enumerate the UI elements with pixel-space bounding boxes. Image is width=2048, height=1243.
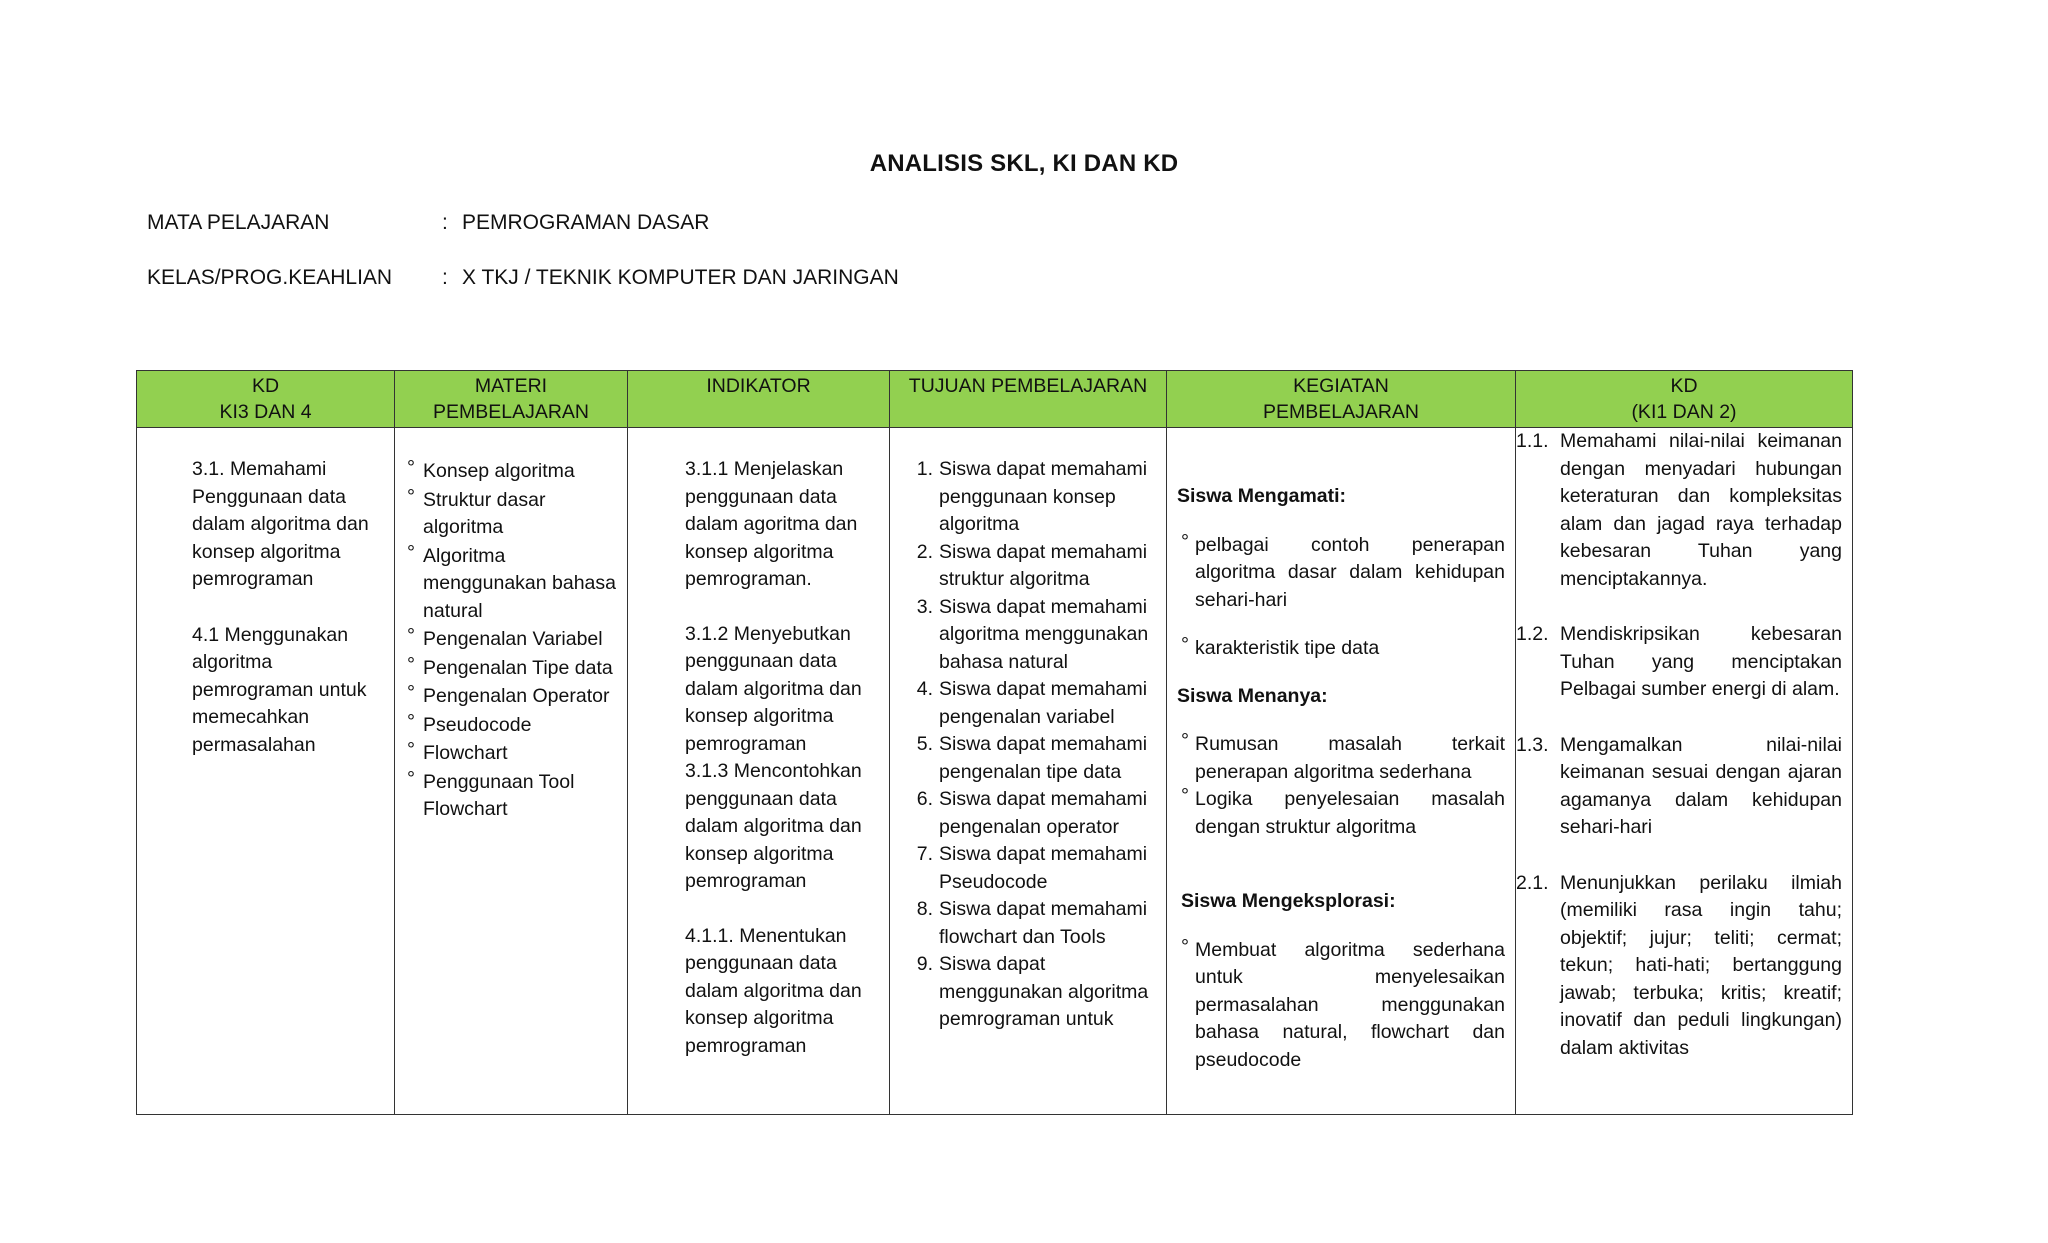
list-item: ° Membuat algoritma sederhana untuk menyelesaikan permasalahan menggunakan bahasa natural, flowchart dan pseudocode	[1177, 937, 1505, 1075]
subject-label: MATA PELAJARAN	[147, 211, 330, 234]
item-text: Memahami nilai-nilai keimanan dengan menyadari hubungan keteraturan dan kompleksitas alam dan jagad raya terhadap kebesaran Tuhan yang menciptakannya.	[1560, 430, 1842, 590]
header-kd-ki12	[1516, 371, 1853, 428]
list-item: ° Pengenalan Tipe data	[421, 655, 619, 683]
cell-tujuan	[890, 428, 1167, 1115]
item-number: 9.	[916, 953, 933, 975]
kd-item: 4.1 Menggunakan algoritma pemrograman untuk memecahkan permasalahan	[192, 623, 367, 756]
list-item: ° Flowchart	[421, 740, 619, 768]
kd-item: 3.1. Memahami Penggunaan data dalam algoritma dan konsep algoritma pemrograman	[192, 458, 369, 590]
header-line: KEGIATAN	[1293, 375, 1389, 397]
item-number: 2.1.	[1516, 871, 1549, 894]
list-item: ° Rumusan masalah terkait penerapan algoritma sederhana	[1177, 731, 1505, 786]
list-item	[916, 896, 1158, 951]
section-heading-menanya: Siswa Menanya:	[1177, 684, 1328, 707]
cell-kd-ki34	[137, 428, 395, 1115]
indikator-item: 3.1.2 Menyebutkan penggunaan data dalam algoritma dan konsep algoritma pemrograman	[685, 622, 862, 755]
item-number: 1.	[916, 458, 933, 480]
cell-indikator	[628, 428, 890, 1115]
header-line: PEMBELAJARAN	[432, 401, 590, 423]
list-item: ° Logika penyelesaian masalah dengan struktur algoritma	[1177, 786, 1505, 841]
list-item	[1516, 732, 1842, 842]
cell-materi	[395, 428, 628, 1115]
header-line: KD	[1670, 375, 1698, 397]
list-item	[1516, 428, 1842, 593]
item-text: Siswa dapat memahami Pseudocode	[939, 843, 1148, 893]
item-number: 6.	[916, 788, 933, 810]
header-line: (KI1 DAN 2)	[1631, 401, 1737, 423]
list-item: ° Pengenalan Variabel	[421, 626, 619, 654]
list-item: ° Konsep algoritma	[421, 458, 619, 486]
item-number: 7.	[916, 843, 933, 865]
materi-list	[395, 428, 627, 824]
list-item	[916, 594, 1158, 677]
item-number: 1.1.	[1516, 430, 1549, 452]
list-item: ° karakteristik tipe data	[1177, 635, 1505, 663]
class-separator: :	[442, 266, 448, 289]
list-item	[916, 841, 1158, 896]
item-text: Siswa dapat memahami pengenalan variabel	[939, 678, 1148, 728]
subject-row	[147, 211, 709, 235]
list-item: ° Penggunaan Tool Flowchart	[421, 769, 619, 824]
list-item	[916, 456, 1158, 539]
list-item	[916, 676, 1158, 731]
subject-value: PEMROGRAMAN DASAR	[462, 211, 710, 234]
header-tujuan	[890, 371, 1167, 428]
item-number: 8.	[916, 898, 933, 920]
header-indikator	[628, 371, 890, 428]
header-line: TUJUAN PEMBELAJARAN	[908, 375, 1148, 397]
header-line: PEMBELAJARAN	[1262, 401, 1420, 423]
item-text: Siswa dapat menggunakan algoritma pemrograman untuk	[939, 953, 1149, 1030]
item-number: 4.	[916, 678, 933, 700]
indikator-item: 4.1.1. Menentukan penggunaan data dalam algoritma dan konsep algoritma pemrograman	[685, 924, 862, 1057]
tujuan-list	[890, 428, 1166, 1034]
header-line: INDIKATOR	[706, 375, 811, 397]
item-text: Siswa dapat memahami penggunaan konsep algoritma	[939, 458, 1148, 535]
list-item: ° pelbagai contoh penerapan algoritma dasar dalam kehidupan sehari-hari	[1177, 532, 1505, 615]
item-text: Mengamalkan nilai-nilai keimanan sesuai dengan ajaran agamanya dalam kehidupan sehari-hari	[1560, 733, 1842, 838]
item-text: Siswa dapat memahami algoritma menggunakan bahasa natural	[939, 595, 1149, 673]
item-number: 1.3.	[1516, 733, 1549, 756]
indikator-item: 3.1.3 Mencontohkan penggunaan data dalam algoritma dan konsep algoritma pemrograman	[685, 760, 862, 892]
class-label: KELAS/PROG.KEAHLIAN	[147, 266, 393, 289]
list-item	[916, 731, 1158, 786]
cell-kegiatan	[1167, 428, 1516, 1115]
section-heading-eksplorasi: Siswa Mengeksplorasi:	[1181, 890, 1396, 912]
list-item	[916, 951, 1158, 1034]
table-header-row	[137, 371, 1853, 428]
header-line: MATERI	[474, 375, 548, 397]
list-item: ° Algoritma menggunakan bahasa natural	[421, 543, 619, 626]
item-number: 2.	[916, 540, 933, 563]
list-item	[1516, 870, 1842, 1063]
item-text: Siswa dapat memahami pengenalan operator	[939, 788, 1148, 838]
item-text: Siswa dapat memahami flowchart dan Tools	[939, 898, 1148, 948]
list-item	[916, 786, 1158, 841]
class-value: X TKJ / TEKNIK KOMPUTER DAN JARINGAN	[462, 266, 899, 289]
list-item: ° Struktur dasar algoritma	[421, 487, 619, 542]
cell-kd-ki12	[1516, 428, 1853, 1115]
list-item	[916, 539, 1158, 594]
list-item: ° Pseudocode	[421, 712, 619, 740]
header-kegiatan	[1167, 371, 1516, 428]
subject-separator: :	[442, 211, 448, 234]
table-row	[137, 428, 1853, 1115]
list-item: ° Pengenalan Operator	[421, 683, 619, 711]
header-kd-ki34	[137, 371, 395, 428]
list-item	[1516, 621, 1842, 704]
indikator-item: 3.1.1 Menjelaskan penggunaan data dalam agoritma dan konsep algoritma pemrograman.	[685, 458, 858, 590]
header-line: KD	[251, 375, 280, 397]
item-number: 3.	[916, 595, 933, 618]
header-materi	[395, 371, 628, 428]
item-text: Siswa dapat memahami pengenalan tipe data	[939, 733, 1148, 783]
document-title: ANALISIS SKL, KI DAN KD	[869, 150, 1179, 177]
analysis-table	[136, 370, 1853, 1115]
item-text: Siswa dapat memahami struktur algoritma	[939, 540, 1148, 590]
class-row	[147, 266, 899, 290]
item-number: 5.	[916, 733, 933, 755]
item-text: Menunjukkan perilaku ilmiah (memiliki rasa ingin tahu; objektif; jujur; teliti; cermat; tekun; hati-hati; bertanggung jawab; terbuka; kritis; kreatif; inovatif dan peduli lingkungan) dalam aktivitas	[1560, 871, 1842, 1059]
header-line: KI3 DAN 4	[219, 401, 312, 423]
item-number: 1.2.	[1516, 623, 1549, 645]
section-heading-mengamati: Siswa Mengamati:	[1177, 485, 1347, 507]
item-text: Mendiskripsikan kebesaran Tuhan yang menciptakan Pelbagai sumber energi di alam.	[1560, 623, 1842, 700]
